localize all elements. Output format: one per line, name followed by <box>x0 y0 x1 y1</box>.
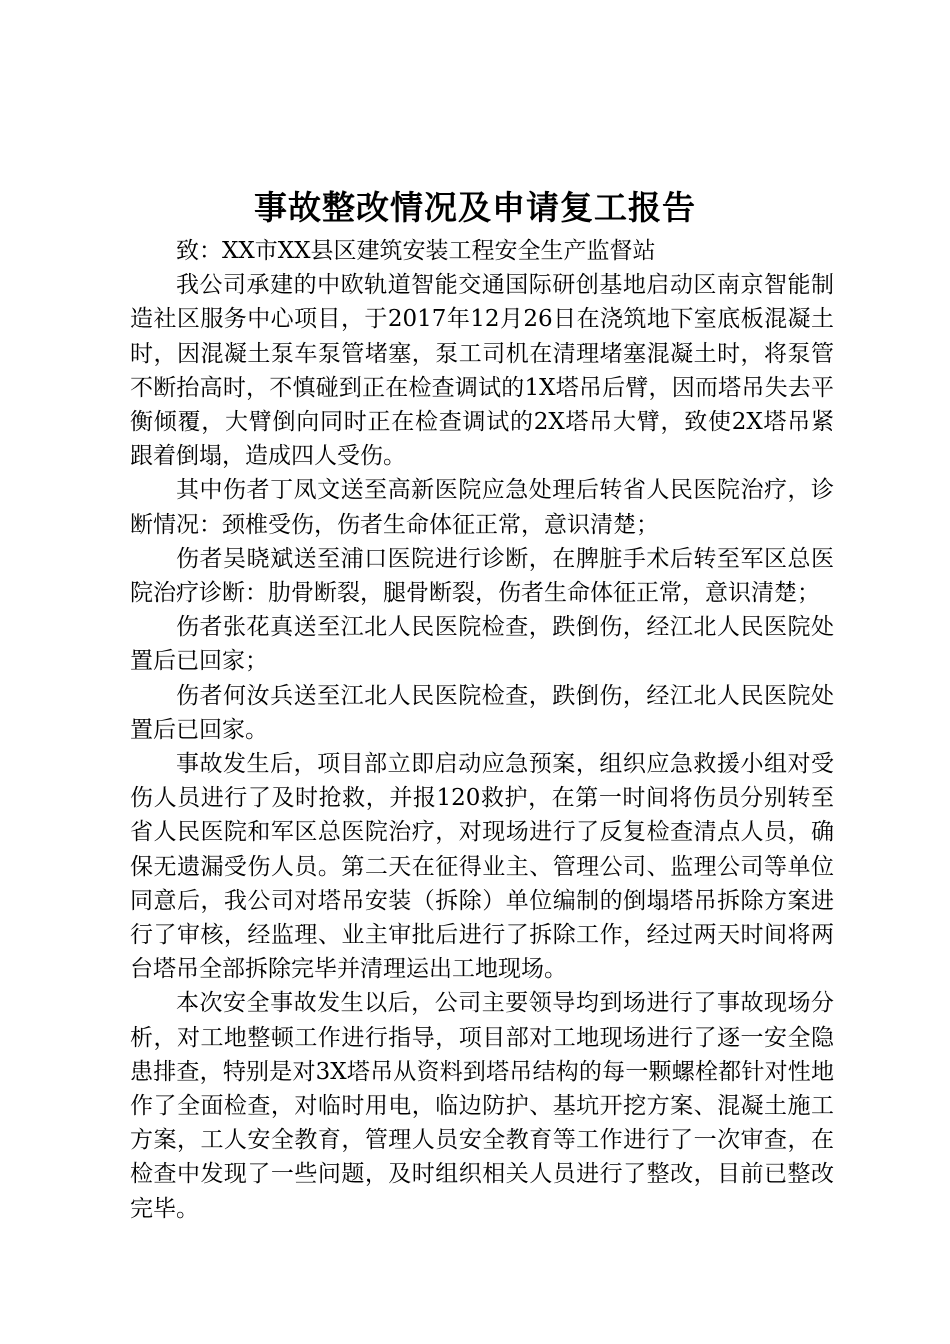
paragraph-rectification: 本次安全事故发生以后，公司主要领导均到场进行了事故现场分析，对工地整顿工作进行指导，项目部对工地现场进行了逐一安全隐患排查，特别是对3X塔吊从资料到塔吊结构的每一颗螺栓都针对性地作了全面检查，对临时用电，临边防护、基坑开挖方案、混凝土施工方案，工人安全教育，管理人员安全教育等工作进行了一次审查，在检查中发现了一些问题，及时组织相关人员进行了整改，目前已整改完毕。 <box>130 990 834 1222</box>
document-title: 事故整改情况及申请复工报告 <box>254 188 696 227</box>
paragraph-injured-2: 伤者吴晓斌送至浦口医院进行诊断，在脾脏手术后转至军区总医院治疗诊断：肋骨断裂，腿骨断裂，伤者生命体征正常，意识清楚； <box>130 545 834 607</box>
paragraph-emergency-response: 事故发生后，项目部立即启动应急预案，组织应急救援小组对受伤人员进行了及时抢救，并报120救护，在第一时间将伤员分别转至省人民医院和军区总医院治疗，对现场进行了反复检查清点人员，确保无遗漏受伤人员。第二天在征得业主、管理公司、监理公司等单位同意后，我公司对塔吊安装（拆除）单位编制的倒塌塔吊拆除方案进行了审核，经监理、业主审批后进行了拆除工作，经过两天时间将两台塔吊全部拆除完毕并清理运出工地现场。 <box>130 751 834 983</box>
paragraph-injured-1: 其中伤者丁凤文送至高新医院应急处理后转省人民医院治疗，诊断情况：颈椎受伤，伤者生命体征正常，意识清楚； <box>130 477 834 538</box>
paragraph-injured-4: 伤者何汝兵送至江北人民医院检查，跌倒伤，经江北人民医院处置后已回家。 <box>130 682 834 743</box>
salutation: 致：XX市XX县区建筑安装工程安全生产监督站 <box>176 238 656 264</box>
document-body <box>130 234 834 1226</box>
paragraph-accident-description: 我公司承建的中欧轨道智能交通国际研创基地启动区南京智能制造社区服务中心项目，于2017年12月26日在浇筑地下室底板混凝土时，因混凝土泵车泵管堵塞，泵工司机在清理堵塞混凝土时，将泵管不断抬高时，不慎碰到正在检查调试的1X塔吊后臂，因而塔吊失去平衡倾覆，大臂倒向同时正在检查调试的2X塔吊大臂，致使2X塔吊紧跟着倒塌，造成四人受伤。 <box>130 272 834 470</box>
paragraph-injured-3: 伤者张花真送至江北人民医院检查，跌倒伤，经江北人民医院处置后已回家； <box>130 614 834 675</box>
